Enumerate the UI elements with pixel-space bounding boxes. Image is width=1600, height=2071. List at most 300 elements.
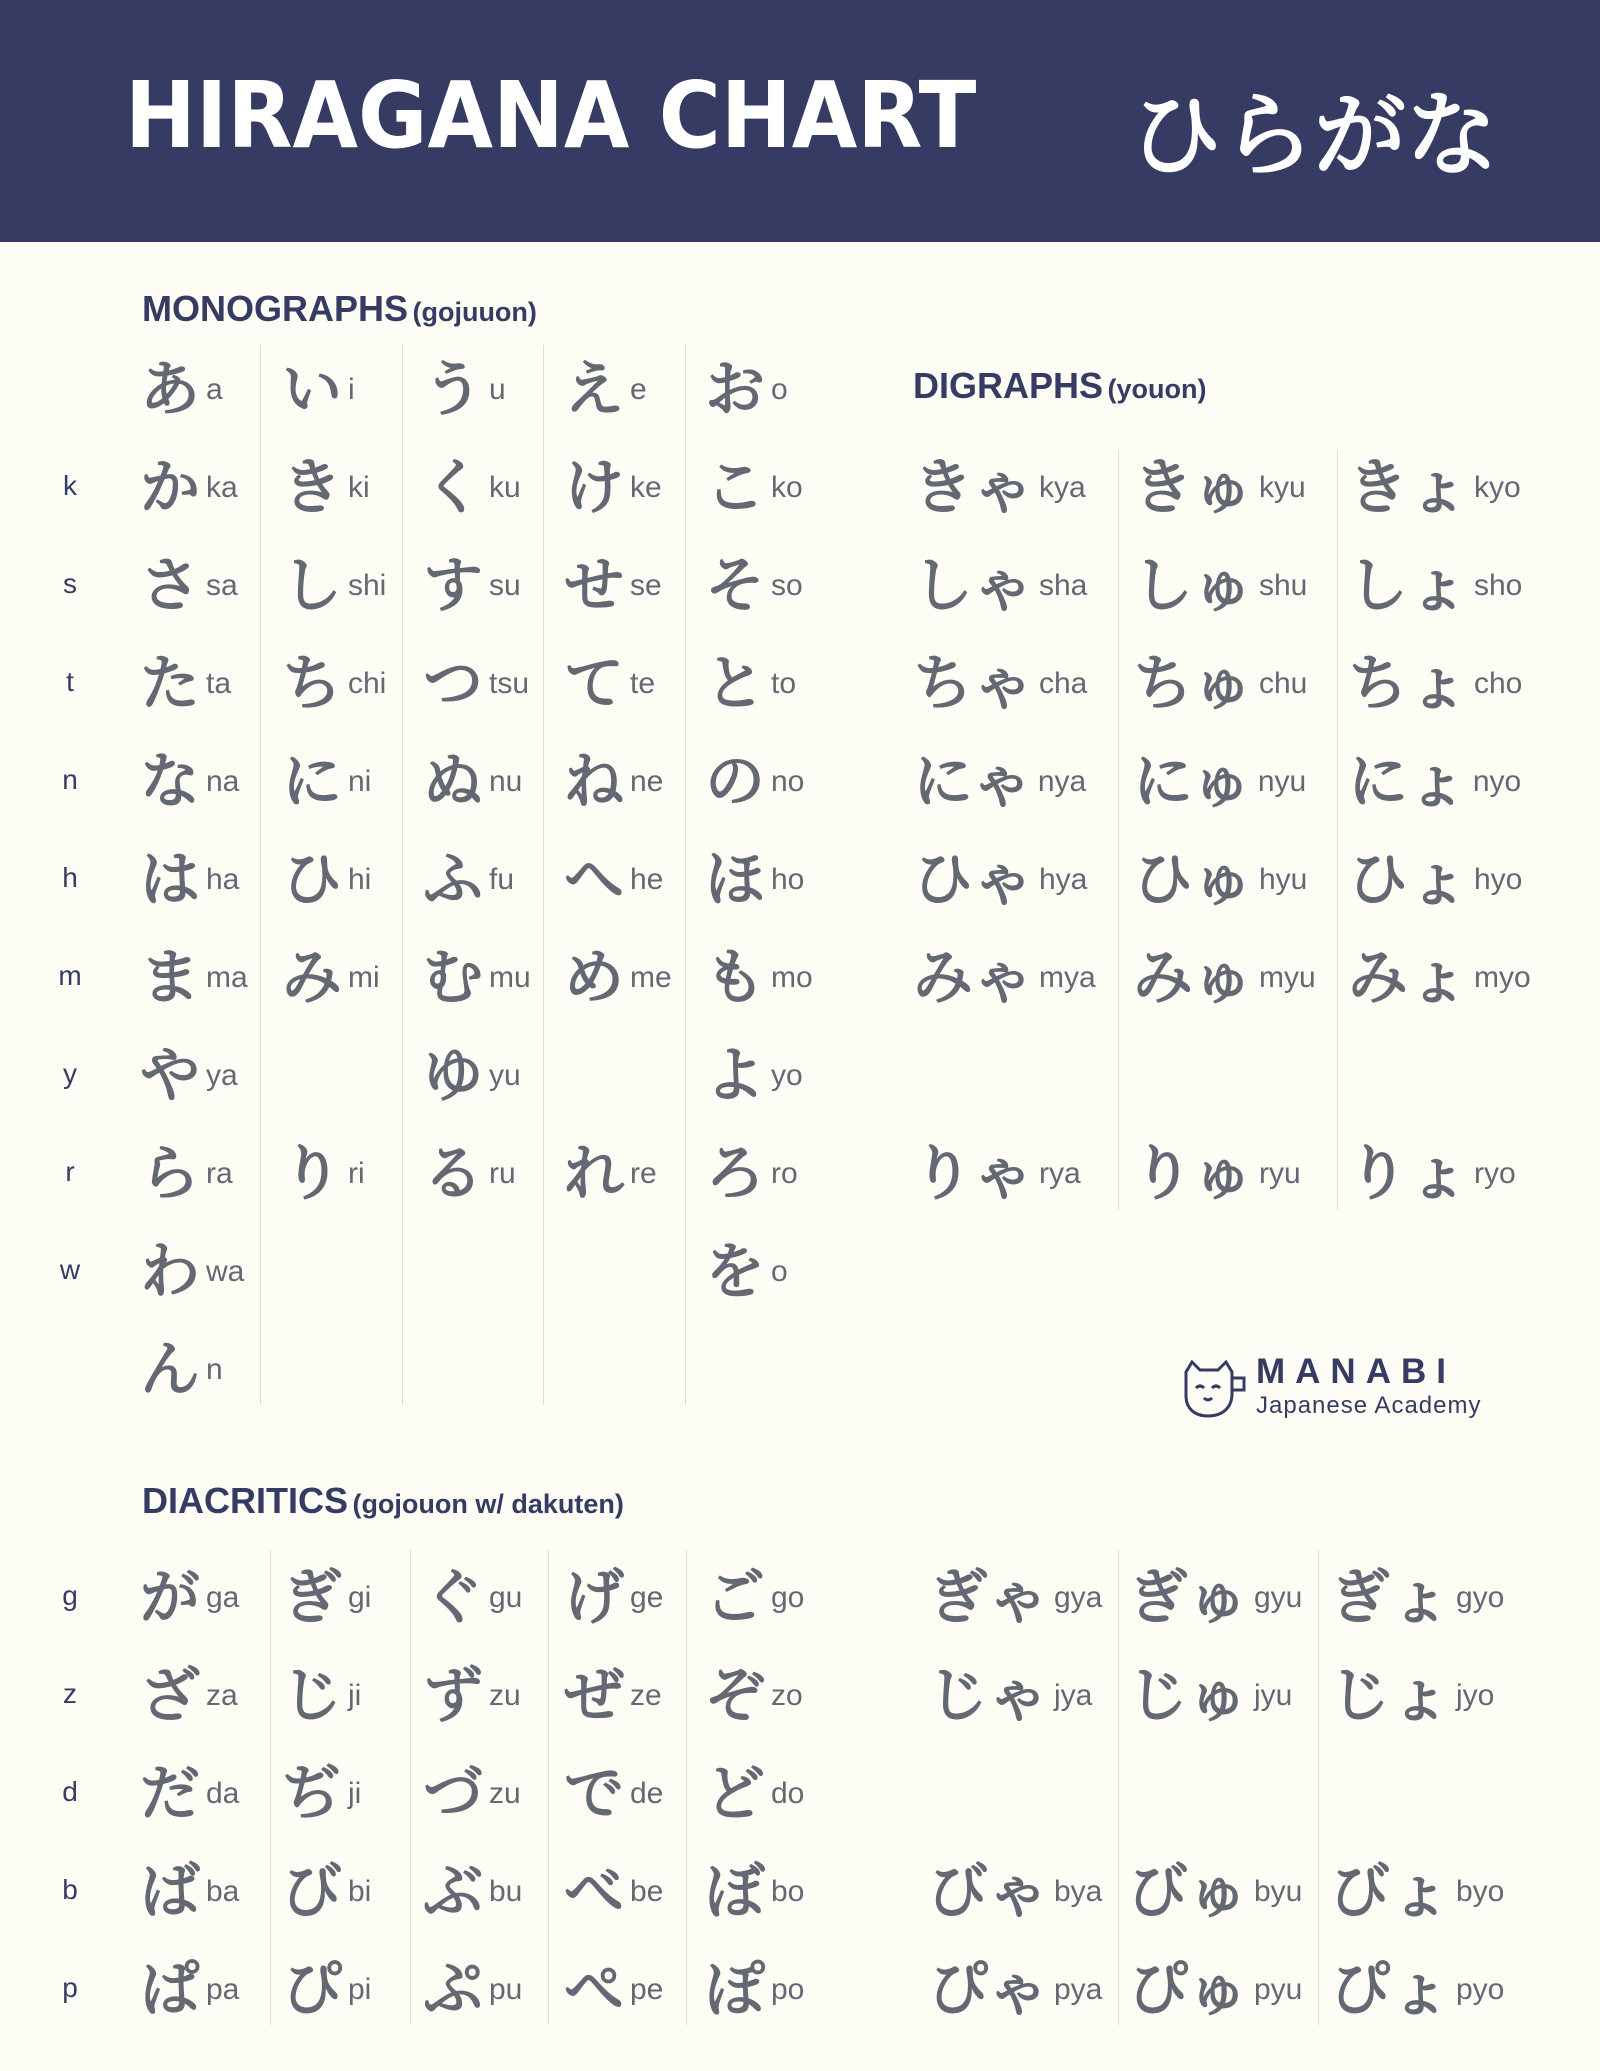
romaji-label: da	[206, 1777, 240, 1810]
kana-glyph: く	[423, 453, 483, 523]
kana-glyph: げ	[564, 1563, 624, 1633]
kana-glyph: れ	[564, 1139, 624, 1209]
kana-glyph: ぽ	[705, 1955, 765, 2025]
kana-cell	[423, 1651, 521, 1741]
romaji-label: no	[771, 765, 805, 798]
kana-glyph: て	[564, 649, 624, 719]
kana-glyph: みょ	[1348, 943, 1468, 1013]
romaji-label: o	[771, 373, 788, 406]
kana-cell	[913, 933, 1096, 1023]
kana-cell	[564, 443, 662, 533]
kana-cell	[282, 737, 371, 827]
romaji-label: ta	[206, 667, 232, 700]
kana-cell	[423, 835, 514, 925]
kana-cell	[282, 835, 371, 925]
kana-cell	[140, 1227, 244, 1317]
romaji-label: nyu	[1257, 765, 1307, 798]
kana-glyph: も	[705, 943, 765, 1013]
kana-cell	[423, 345, 506, 435]
kana-glyph: ひゃ	[913, 845, 1033, 915]
romaji-label: kyu	[1259, 471, 1306, 504]
kana-glyph: ぴゅ	[1128, 1955, 1248, 2025]
kana-glyph: き	[282, 453, 342, 523]
kana-cell	[705, 1945, 804, 2035]
kana-glyph: け	[564, 453, 624, 523]
romaji-label: ba	[206, 1875, 240, 1908]
row-label: g	[62, 1580, 78, 1611]
kana-cell	[282, 639, 386, 729]
kana-cell	[423, 737, 522, 827]
romaji-label: be	[630, 1875, 664, 1908]
kana-cell	[282, 1749, 361, 1839]
kana-cell	[564, 1749, 663, 1839]
kana-glyph: きゃ	[913, 453, 1033, 523]
kana-cell	[564, 541, 662, 631]
kana-cell	[564, 639, 655, 729]
kana-cell	[705, 345, 788, 435]
kana-glyph: ま	[140, 943, 200, 1013]
kana-glyph: ぱ	[140, 1955, 200, 2025]
kana-cell	[140, 541, 238, 631]
romaji-label: cha	[1039, 667, 1088, 700]
digraphs-title: DIGRAPHS	[913, 365, 1104, 406]
column-divider	[1337, 450, 1338, 1210]
romaji-label: bi	[348, 1875, 372, 1908]
kana-cell	[423, 541, 521, 631]
romaji-label: shu	[1259, 569, 1308, 602]
kana-glyph: の	[705, 747, 765, 817]
kana-cell	[564, 1945, 663, 2035]
kana-glyph: を	[705, 1237, 765, 1307]
kana-cell	[282, 345, 355, 435]
kana-glyph: べ	[564, 1857, 624, 1927]
romaji-label: u	[489, 373, 506, 406]
romaji-label: gyo	[1456, 1581, 1505, 1614]
kana-cell	[423, 933, 531, 1023]
romaji-label: pu	[489, 1973, 523, 2006]
kana-glyph: ん	[140, 1335, 200, 1405]
romaji-label: nyo	[1472, 765, 1522, 798]
row-label: r	[65, 1156, 75, 1187]
kana-glyph: そ	[705, 551, 765, 621]
column-divider	[543, 345, 544, 1405]
kana-glyph: る	[423, 1139, 483, 1209]
kana-cell	[705, 639, 796, 729]
romaji-label: bya	[1054, 1875, 1103, 1908]
romaji-label: so	[771, 569, 803, 602]
kana-glyph: ご	[705, 1563, 765, 1633]
kana-cell	[705, 1651, 803, 1741]
kana-cell	[140, 1945, 239, 2035]
column-divider	[1118, 1550, 1119, 2025]
romaji-label: yo	[771, 1059, 803, 1092]
kana-glyph: ち	[282, 649, 342, 719]
romaji-label: na	[206, 765, 240, 798]
romaji-label: byu	[1254, 1875, 1303, 1908]
kana-glyph: ひょ	[1348, 845, 1468, 915]
kana-glyph: みゅ	[1133, 943, 1253, 1013]
romaji-label: ki	[348, 471, 370, 504]
kana-cell	[282, 1129, 365, 1219]
kana-cell	[140, 1749, 239, 1839]
logo-name: MANABI	[1256, 1352, 1456, 1391]
romaji-label: ze	[630, 1679, 662, 1712]
romaji-label: se	[630, 569, 662, 602]
romaji-label: tsu	[489, 667, 530, 700]
kana-glyph: にゅ	[1133, 747, 1252, 817]
row-label: y	[63, 1058, 77, 1089]
kana-cell	[913, 639, 1087, 729]
column-divider	[685, 345, 686, 1405]
romaji-label: me	[630, 961, 672, 994]
romaji-label: ne	[630, 765, 664, 798]
kana-cell	[282, 933, 380, 1023]
kana-glyph: ろ	[705, 1139, 765, 1209]
romaji-label: nya	[1037, 765, 1087, 798]
kana-cell	[140, 345, 223, 435]
kana-cell	[928, 1945, 1102, 2035]
romaji-label: ryo	[1474, 1157, 1516, 1190]
kana-cell	[423, 639, 529, 729]
kana-cell	[564, 933, 672, 1023]
kana-cell	[423, 1945, 522, 2035]
kana-glyph: ひゅ	[1133, 845, 1253, 915]
kana-cell	[913, 541, 1087, 631]
romaji-label: hi	[348, 863, 372, 896]
kana-glyph: び	[282, 1857, 342, 1927]
romaji-label: ge	[630, 1581, 664, 1614]
kana-cell	[1330, 1553, 1504, 1643]
kana-cell	[282, 1651, 361, 1741]
kana-glyph: ふ	[423, 845, 483, 915]
kana-glyph: ぴ	[282, 1955, 342, 2025]
romaji-label: ri	[348, 1157, 365, 1190]
kana-glyph: ぢ	[282, 1759, 342, 1829]
kana-cell	[1133, 541, 1307, 631]
kana-cell	[140, 1325, 223, 1415]
kana-cell	[564, 1651, 662, 1741]
romaji-label: a	[206, 373, 223, 406]
kana-cell	[1133, 933, 1316, 1023]
kana-glyph: ね	[564, 747, 624, 817]
row-label: z	[63, 1678, 77, 1709]
kana-glyph: ちょ	[1348, 649, 1468, 719]
kana-glyph: びゅ	[1128, 1857, 1248, 1927]
romaji-label: do	[771, 1777, 805, 1810]
kana-glyph: きゅ	[1133, 453, 1253, 523]
romaji-label: ke	[630, 471, 662, 504]
kana-cell	[705, 835, 804, 925]
romaji-label: zo	[771, 1679, 803, 1712]
romaji-label: de	[630, 1777, 664, 1810]
romaji-label: ni	[348, 765, 372, 798]
romaji-label: mo	[771, 961, 813, 994]
kana-glyph: ぴょ	[1330, 1955, 1450, 2025]
column-divider	[686, 1550, 687, 2025]
romaji-label: n	[206, 1353, 223, 1386]
kana-glyph: よ	[705, 1041, 765, 1111]
romaji-label: chi	[348, 667, 387, 700]
kana-cell	[423, 443, 521, 533]
kana-cell	[423, 1129, 516, 1219]
kana-glyph: さ	[140, 551, 200, 621]
kana-cell	[705, 933, 813, 1023]
kana-cell	[1348, 737, 1521, 827]
kana-cell	[423, 1749, 521, 1839]
column-divider	[270, 1550, 271, 2025]
kana-glyph: り	[282, 1139, 342, 1209]
kana-cell	[1330, 1847, 1504, 1937]
kana-glyph: りゅ	[1133, 1139, 1253, 1209]
kana-cell	[913, 443, 1086, 533]
logo-subtitle: Japanese Academy	[1256, 1392, 1482, 1419]
romaji-label: shi	[348, 569, 387, 602]
romaji-label: ro	[771, 1157, 798, 1190]
kana-glyph: ぺ	[564, 1955, 624, 2025]
diacritics-heading	[142, 1480, 624, 1522]
kana-cell	[282, 1847, 371, 1937]
kana-glyph: え	[564, 355, 624, 425]
kana-glyph: み	[282, 943, 342, 1013]
kana-cell	[282, 541, 386, 631]
kana-cell	[705, 1847, 804, 1937]
kana-cell	[1133, 639, 1307, 729]
romaji-label: to	[771, 667, 797, 700]
kana-glyph: ぶ	[423, 1857, 483, 1927]
kana-cell	[140, 933, 248, 1023]
page-title-kana: ひらがな	[1130, 82, 1499, 189]
romaji-label: kyo	[1474, 471, 1521, 504]
romaji-label: ma	[206, 961, 248, 994]
row-label: p	[62, 1972, 78, 2003]
kana-glyph: じゃ	[928, 1661, 1048, 1731]
kana-glyph: ぎょ	[1330, 1563, 1450, 1633]
kana-cell	[705, 1227, 788, 1317]
monographs-subtitle: (gojuuon)	[412, 297, 537, 327]
kana-cell	[705, 1031, 803, 1121]
kana-glyph: びゃ	[928, 1857, 1048, 1927]
kana-cell	[140, 443, 238, 533]
kana-cell	[564, 1553, 663, 1643]
kana-glyph: た	[140, 649, 200, 719]
kana-glyph: む	[423, 943, 483, 1013]
kana-cell	[1128, 1847, 1302, 1937]
romaji-label: ji	[348, 1679, 362, 1712]
romaji-label: po	[771, 1973, 805, 2006]
romaji-label: pyu	[1254, 1973, 1303, 2006]
row-label: b	[62, 1874, 78, 1905]
kana-glyph: せ	[564, 551, 624, 621]
romaji-label: ha	[206, 863, 240, 896]
kana-cell	[1348, 541, 1522, 631]
kana-glyph: は	[140, 845, 200, 915]
kana-glyph: ど	[705, 1759, 765, 1829]
romaji-label: bu	[489, 1875, 523, 1908]
row-label: s	[63, 568, 77, 599]
romaji-label: ho	[771, 863, 805, 896]
kana-cell	[564, 835, 663, 925]
kana-glyph: ぐ	[423, 1563, 483, 1633]
kana-cell	[1133, 1129, 1301, 1219]
kana-cell	[705, 1749, 804, 1839]
romaji-label: gi	[348, 1581, 372, 1614]
romaji-label: pi	[348, 1973, 372, 2006]
kana-glyph: が	[140, 1563, 200, 1633]
diacritics-subtitle: (gojouon w/ dakuten)	[352, 1489, 624, 1519]
kana-glyph: し	[282, 551, 342, 621]
romaji-label: e	[630, 373, 647, 406]
row-label: h	[62, 862, 78, 893]
romaji-label: byo	[1456, 1875, 1505, 1908]
romaji-label: gyu	[1254, 1581, 1303, 1614]
kana-glyph: ぬ	[423, 747, 483, 817]
kana-glyph: い	[282, 355, 342, 425]
romaji-label: wa	[206, 1255, 245, 1288]
kana-glyph: づ	[423, 1759, 483, 1829]
kana-glyph: ゆ	[423, 1041, 483, 1111]
romaji-label: i	[348, 373, 355, 406]
romaji-label: gya	[1054, 1581, 1103, 1614]
romaji-label: ru	[489, 1157, 516, 1190]
kana-cell	[1133, 737, 1306, 827]
column-divider	[402, 345, 403, 1405]
romaji-label: za	[206, 1679, 238, 1712]
column-divider	[410, 1550, 411, 2025]
romaji-label: ra	[206, 1157, 233, 1190]
diacritics-title: DIACRITICS	[142, 1480, 348, 1521]
romaji-label: myo	[1474, 961, 1531, 994]
romaji-label: su	[489, 569, 521, 602]
kana-cell	[140, 639, 231, 729]
kana-glyph: ざ	[140, 1661, 200, 1731]
kana-glyph: みゃ	[913, 943, 1033, 1013]
romaji-label: sho	[1474, 569, 1523, 602]
kana-cell	[140, 737, 239, 827]
row-label: m	[58, 960, 82, 991]
kana-glyph: め	[564, 943, 624, 1013]
romaji-label: pyo	[1456, 1973, 1505, 2006]
column-divider	[260, 345, 261, 1405]
kana-cell	[140, 1651, 238, 1741]
kana-cell	[1330, 1651, 1494, 1741]
kana-glyph: ひ	[282, 845, 342, 915]
romaji-label: bo	[771, 1875, 805, 1908]
romaji-label: jyu	[1254, 1679, 1293, 1712]
romaji-label: hyu	[1259, 863, 1308, 896]
page-title: HIRAGANA CHART	[125, 62, 977, 169]
digraphs-subtitle: (youon)	[1107, 374, 1207, 404]
romaji-label: fu	[489, 863, 515, 896]
kana-glyph: な	[140, 747, 200, 817]
monographs-title: MONOGRAPHS	[142, 288, 409, 329]
kana-glyph: しゅ	[1133, 551, 1253, 621]
row-label: n	[62, 764, 78, 795]
monographs-heading	[142, 288, 537, 330]
kana-glyph: ぞ	[705, 1661, 765, 1731]
romaji-label: sa	[206, 569, 238, 602]
kana-glyph: ぴゃ	[928, 1955, 1048, 2025]
kana-cell	[705, 1129, 798, 1219]
kana-glyph: ちゅ	[1133, 649, 1253, 719]
kana-glyph: わ	[140, 1237, 200, 1307]
romaji-label: ka	[206, 471, 238, 504]
kana-glyph: お	[705, 355, 765, 425]
kana-cell	[423, 1031, 521, 1121]
kana-cell	[913, 737, 1086, 827]
column-divider	[1318, 1550, 1319, 2025]
romaji-label: mi	[348, 961, 380, 994]
kana-glyph: で	[564, 1759, 624, 1829]
kana-cell	[140, 835, 239, 925]
kana-cell	[1348, 933, 1531, 1023]
romaji-label: pya	[1054, 1973, 1103, 2006]
kana-cell	[1348, 443, 1521, 533]
kana-cell	[1348, 1129, 1516, 1219]
kana-glyph: あ	[140, 355, 200, 425]
kana-glyph: う	[423, 355, 483, 425]
kana-glyph: こ	[705, 453, 765, 523]
row-label: k	[63, 470, 77, 501]
romaji-label: zu	[489, 1679, 521, 1712]
kana-cell	[705, 1553, 804, 1643]
kana-cell	[1128, 1553, 1302, 1643]
kana-cell	[913, 1129, 1081, 1219]
kana-cell	[140, 1031, 238, 1121]
kana-glyph: す	[423, 551, 483, 621]
kana-glyph: ば	[140, 1857, 200, 1927]
kana-glyph: きょ	[1348, 453, 1468, 523]
kana-cell	[1348, 835, 1522, 925]
kana-glyph: じ	[282, 1661, 342, 1731]
romaji-label: jyo	[1456, 1679, 1495, 1712]
kana-glyph: つ	[423, 649, 483, 719]
romaji-label: he	[630, 863, 664, 896]
kana-glyph: ぎゃ	[928, 1563, 1048, 1633]
romaji-label: yu	[489, 1059, 521, 1092]
kana-cell	[928, 1847, 1102, 1937]
kana-cell	[705, 541, 803, 631]
column-divider	[1118, 450, 1119, 1210]
kana-cell	[282, 1553, 371, 1643]
romaji-label: ji	[348, 1777, 362, 1810]
digraphs-heading	[913, 365, 1206, 407]
row-label: d	[62, 1776, 78, 1807]
cat-face-icon	[1178, 1358, 1248, 1422]
kana-cell	[564, 1847, 663, 1937]
kana-glyph: にょ	[1348, 747, 1467, 817]
kana-cell	[423, 1847, 522, 1937]
kana-glyph: びょ	[1330, 1857, 1450, 1927]
kana-cell	[564, 1129, 657, 1219]
romaji-label: zu	[489, 1777, 521, 1810]
romaji-label: go	[771, 1581, 805, 1614]
romaji-label: ko	[771, 471, 803, 504]
kana-cell	[1128, 1945, 1302, 2035]
romaji-label: pe	[630, 1973, 664, 2006]
kana-glyph: ぼ	[705, 1857, 765, 1927]
kana-glyph: ず	[423, 1661, 483, 1731]
kana-cell	[423, 1553, 522, 1643]
kana-cell	[564, 737, 663, 827]
kana-glyph: じゅ	[1128, 1661, 1248, 1731]
kana-glyph: に	[282, 747, 342, 817]
row-label: t	[66, 666, 74, 697]
romaji-label: cho	[1474, 667, 1523, 700]
romaji-label: mu	[489, 961, 531, 994]
romaji-label: chu	[1259, 667, 1308, 700]
kana-glyph: ぜ	[564, 1661, 624, 1731]
kana-cell	[1133, 443, 1306, 533]
